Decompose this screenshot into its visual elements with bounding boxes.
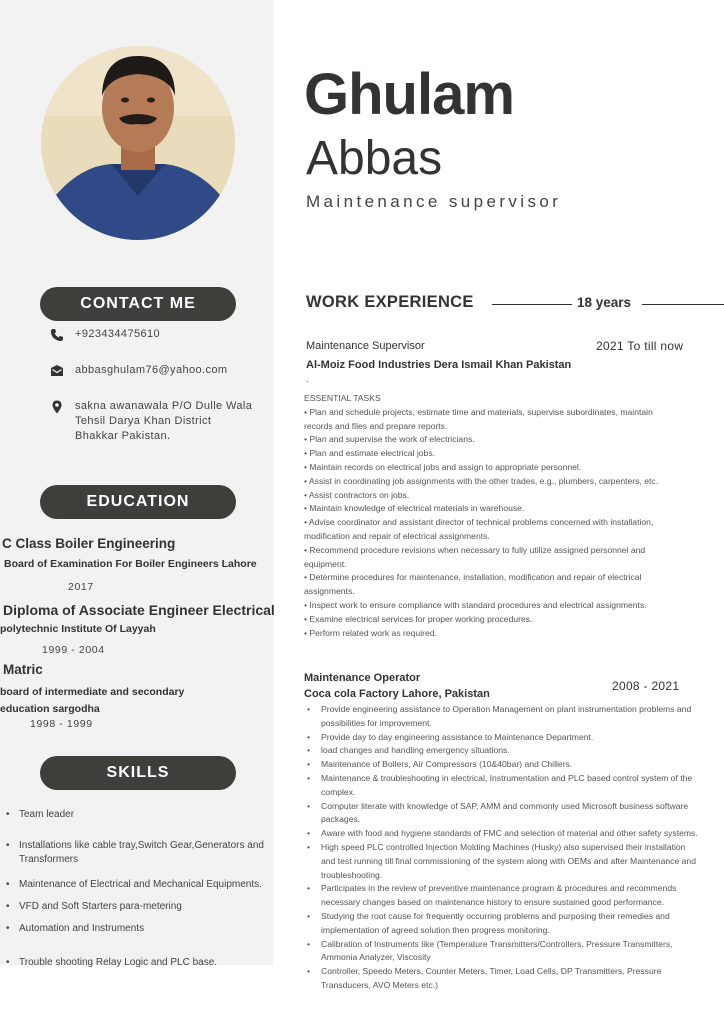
- contact-heading: CONTACT ME: [40, 287, 236, 321]
- task-item: • Assist contractors on jobs.: [304, 489, 410, 500]
- task-item: • Maintenance of Boilers, Air Compressors (10&40bar) and Chillers.: [304, 758, 699, 772]
- education-3-title: Matric: [3, 662, 43, 677]
- address-text: sakna awanawala P/O Dulle Wala Tehsil Darya Khan District Bhakkar Pakistan.: [75, 400, 253, 442]
- job-2-date: 2008 - 2021: [612, 679, 680, 693]
- education-1-title: C Class Boiler Engineering: [2, 536, 176, 551]
- task-item: • Maintenance & troubleshooting in electrical, Instrumentation and PLC based control system of the complex.: [304, 772, 699, 800]
- divider-line: [642, 304, 724, 305]
- last-name: Abbas: [306, 132, 443, 185]
- skills-heading: SKILLS: [40, 756, 236, 790]
- job-1-tasks: [304, 392, 664, 640]
- task-item: • High speed PLC controlled Injection Molding Machines (Husky) also supervised their installation and test running till final commissioning of the system along with OEMs and after Maintenance and troubleshooting.: [304, 841, 699, 882]
- task-item: • Assist in coordinating job assignments with the other trades, e.g., plumbers, carpenters, etc.: [304, 475, 659, 486]
- skill-item: • Team leader: [4, 808, 269, 822]
- job-role: Maintenance supervisor: [306, 192, 562, 211]
- experience-years: 18 years: [577, 295, 632, 310]
- task-item: • Participates in the review of preventive maintenance program & procedures and recommends necessary changes based on maintenance history to ensure sustained good performance.: [304, 882, 699, 910]
- location-pin-icon: [50, 400, 64, 414]
- task-item: • Perform related work as required.: [304, 627, 437, 638]
- task-item: • Plan and estimate electrical jobs.: [304, 448, 436, 459]
- task-item: • Determine procedures for maintenance, installation, modification and repair of electrical assignments.: [304, 572, 642, 597]
- job-1-date: 2021 To till now: [596, 339, 684, 353]
- education-2-institution: polytechnic Institute Of Layyah: [0, 623, 156, 635]
- task-item: • Maintain records on electrical jobs and assign to appropriate personnel.: [304, 461, 582, 472]
- education-1-institution: Board of Examination For Boiler Engineers Lahore: [4, 558, 257, 570]
- job-2-company: Coca cola Factory Lahore, Pakistan: [304, 688, 490, 700]
- task-item: • load changes and handling emergency situations.: [304, 744, 699, 758]
- job-1-title: Maintenance Supervisor: [306, 340, 425, 352]
- job-1-company: Al-Moiz Food Industries Dera Ismail Khan Pakistan: [306, 359, 572, 371]
- education-3-institution: board of intermediate and secondary education sargodha: [0, 686, 185, 715]
- job-1-dot: .: [306, 374, 309, 384]
- job-2-tasks: [304, 703, 699, 993]
- task-item: • Controller, Speedo Meters, Counter Meters, Timer, Load Cells, DP Transmitters, Pressure Transducers, AVO Meters etc.): [304, 965, 699, 993]
- phone-icon: [50, 328, 64, 342]
- education-1-years: 2017: [68, 581, 94, 593]
- task-item: • Provide day to day engineering assistance to Maintenance Department.: [304, 731, 699, 745]
- skill-item: • Trouble shooting Relay Logic and PLC base.: [4, 956, 269, 970]
- education-3-years: 1998 - 1999: [30, 718, 93, 730]
- task-item: • Computer literate with knowledge of SAP, AMM and commonly used Microsoft business software packages.: [304, 800, 699, 828]
- task-item: • Maintain knowledge of electrical materials in warehouse.: [304, 503, 525, 514]
- job-1-section-heading: ESSENTIAL TASKS: [304, 393, 381, 403]
- work-experience-heading: WORK EXPERIENCE: [306, 293, 474, 311]
- person-portrait-icon: [41, 46, 235, 240]
- task-item: • Plan and schedule projects, estimate time and materials, supervise subordinates, maintain records and files and prepare reports.: [304, 406, 653, 431]
- first-name: Ghulam: [304, 62, 514, 127]
- education-2-years: 1999 - 2004: [42, 644, 105, 656]
- profile-photo: [41, 46, 235, 240]
- task-item: • Plan and supervise the work of electricians.: [304, 434, 475, 445]
- envelope-icon: [50, 364, 64, 378]
- task-item: • Calibration of Instruments like (Temperature Transmitters/Controllers, Pressure Transmitters, Ammonia Analyzer, Viscosity: [304, 938, 699, 966]
- task-item: • Studying the root cause for frequently occurring problems and purposing their remedies and implementation of agreed solution then progress monitoring.: [304, 910, 699, 938]
- education-2-title: Diploma of Associate Engineer Electrical: [3, 602, 275, 618]
- task-item: • Aware with food and hygiene standards of FMC and selection of material and other safety systems.: [304, 827, 699, 841]
- education-heading: EDUCATION: [40, 485, 236, 519]
- job-2-title: Maintenance Operator: [304, 672, 421, 684]
- divider-line: [492, 304, 572, 305]
- skills-list: [4, 808, 269, 970]
- skill-item: • Automation and Instruments: [4, 922, 269, 936]
- email-text[interactable]: abbasghulam76@yahoo.com: [75, 364, 228, 376]
- task-item: • Provide engineering assistance to Operation Management on plant instrumentation problems and possibilities for improvement.: [304, 703, 699, 731]
- skill-item: • VFD and Soft Starters para-metering: [4, 900, 269, 914]
- task-item: • Advise coordinator and assistant director of technical problems concerned with installation, modification and repair of electrical assignments.: [304, 517, 654, 541]
- skill-item: • Maintenance of Electrical and Mechanical Equipments.: [4, 878, 269, 892]
- phone-text[interactable]: +923434475610: [75, 328, 161, 340]
- task-item: • Recommend procedure revisions when necessary to fully utilize assigned personnel and equipment.: [304, 544, 646, 569]
- task-item: • Inspect work to ensure compliance with standard procedures and electrical assignments.: [304, 599, 647, 610]
- skill-item: • Installations like cable tray,Switch Gear,Generators and Transformers: [4, 839, 269, 867]
- task-item: • Examine electrical services for proper working procedures.: [304, 613, 533, 624]
